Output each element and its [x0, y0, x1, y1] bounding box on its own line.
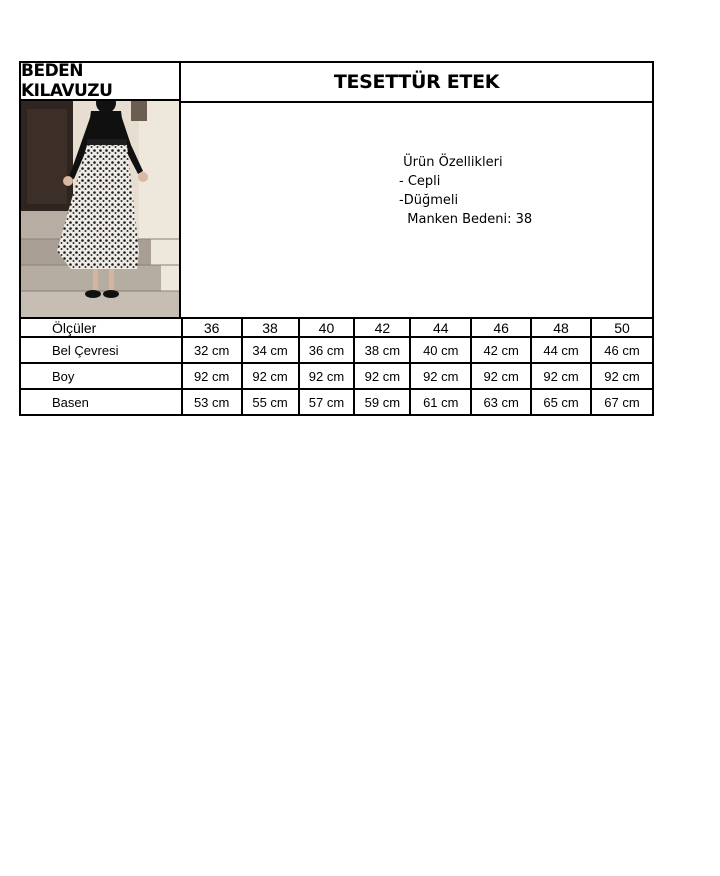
measure-cell: 53 cm	[182, 389, 242, 415]
measure-cell: 92 cm	[531, 363, 591, 389]
size-table	[19, 317, 654, 416]
size-header-row	[20, 318, 653, 337]
table-row-hips	[20, 389, 653, 415]
model-wearing-skirt-photo	[21, 101, 181, 319]
measure-cell: 32 cm	[182, 337, 242, 363]
measure-cell: 36 cm	[299, 337, 355, 363]
measure-cell: 92 cm	[299, 363, 355, 389]
size-cell: 38	[242, 318, 299, 337]
product-features	[399, 153, 532, 229]
row-label: Basen	[20, 389, 182, 415]
product-title: TESETTÜR ETEK	[179, 61, 654, 103]
measure-cell: 92 cm	[471, 363, 531, 389]
size-cell: 42	[354, 318, 410, 337]
table-row-length	[20, 363, 653, 389]
measure-cell: 92 cm	[182, 363, 242, 389]
measure-cell: 92 cm	[354, 363, 410, 389]
size-cell: 36	[182, 318, 242, 337]
size-cell: 50	[591, 318, 653, 337]
measure-cell: 55 cm	[242, 389, 299, 415]
row-label: Boy	[20, 363, 182, 389]
size-guide-sheet	[19, 61, 654, 423]
size-cell: 40	[299, 318, 355, 337]
size-cell: 48	[531, 318, 591, 337]
measure-cell: 59 cm	[354, 389, 410, 415]
product-photo	[19, 101, 181, 319]
measure-cell: 67 cm	[591, 389, 653, 415]
table-row-waist	[20, 337, 653, 363]
measure-cell: 34 cm	[242, 337, 299, 363]
feature-item: - Cepli	[399, 174, 441, 189]
measure-cell: 40 cm	[410, 337, 471, 363]
measure-cell: 46 cm	[591, 337, 653, 363]
measure-cell: 92 cm	[242, 363, 299, 389]
measure-cell: 63 cm	[471, 389, 531, 415]
measure-cell: 61 cm	[410, 389, 471, 415]
measure-cell: 42 cm	[471, 337, 531, 363]
size-cell: 46	[471, 318, 531, 337]
size-guide-title: BEDEN KILAVUZU	[19, 61, 181, 101]
measure-cell: 92 cm	[591, 363, 653, 389]
measure-cell: 38 cm	[354, 337, 410, 363]
size-cell: 44	[410, 318, 471, 337]
measure-cell: 57 cm	[299, 389, 355, 415]
feature-item: -Düğmeli	[399, 193, 459, 208]
measure-cell: 92 cm	[410, 363, 471, 389]
measure-cell: 44 cm	[531, 337, 591, 363]
measurements-label: Ölçüler	[20, 318, 182, 337]
model-size-note: Manken Bedeni: 38	[399, 212, 533, 227]
features-heading: Ürün Özellikleri	[399, 155, 503, 170]
row-label: Bel Çevresi	[20, 337, 182, 363]
product-info-panel	[179, 101, 654, 319]
measure-cell: 65 cm	[531, 389, 591, 415]
